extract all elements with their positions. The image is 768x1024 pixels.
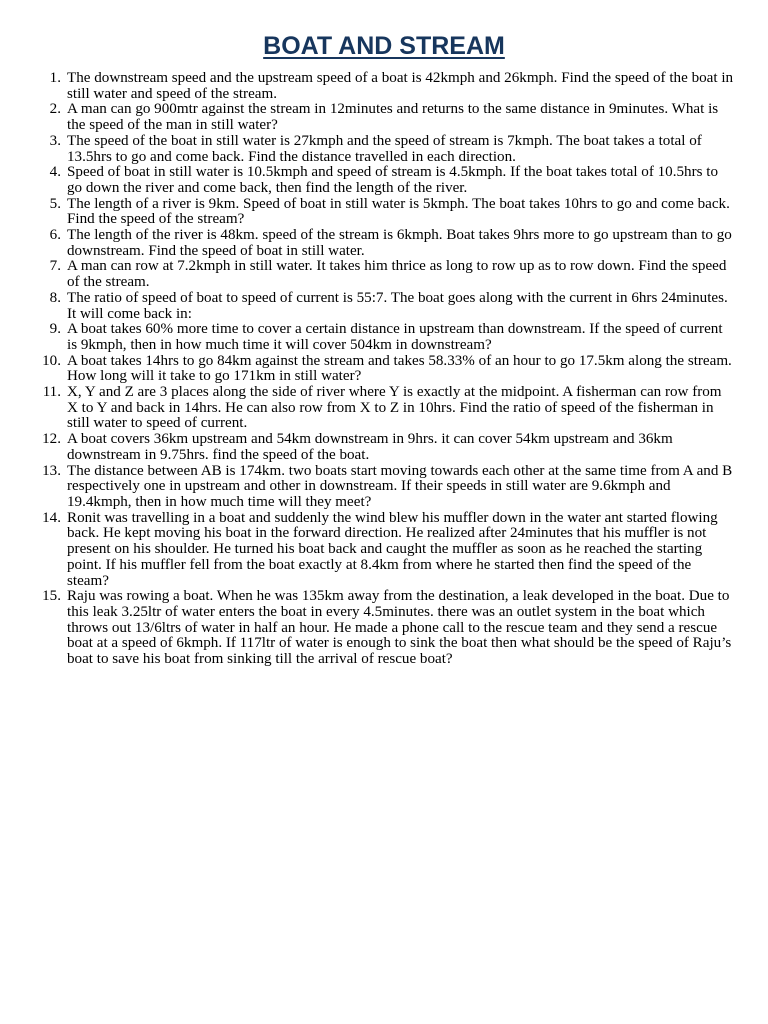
question-item-8	[36, 291, 736, 322]
question-text: Speed of boat in still water is 10.5kmph and speed of stream is 4.5kmph. If the boat takes total of 10.5hrs to go down the river and come back, then find the length of the river.	[67, 164, 719, 196]
question-number: 7.	[49, 258, 61, 275]
question-number: 4.	[49, 164, 61, 181]
question-text: A boat takes 60% more time to cover a certain distance in upstream than downstream. If the speed of current is 9kmph, then in how much time it will cover 504km in downstream?	[67, 321, 723, 353]
question-text: The ratio of speed of boat to speed of current is 55:7. The boat goes along with the current in 6hrs 24minutes. It will come back in:	[67, 289, 728, 322]
question-number: 6.	[49, 227, 61, 244]
question-text: Raju was rowing a boat. When he was 135km away from the destination, a leak developed in the boat. Due to this leak 3.25ltr of water enters the boat in every 4.5minutes. there was an outlet system in the boat which throws out 13/6ltrs of water in half an hour. He made a phone call to the rescue team and they send a rescue boat at a speed of 6kmph. If 117ltr of water is enough to sink the boat then what should be the speed of Raju’s boat to save his boat from sinking till the arrival of rescue boat?	[67, 588, 732, 668]
question-list	[36, 71, 736, 668]
question-item-3	[36, 134, 736, 165]
question-item-9	[36, 322, 736, 353]
question-number: 10.	[42, 352, 61, 369]
question-number: 5.	[49, 195, 61, 212]
question-item-7	[36, 259, 736, 290]
question-number: 8.	[49, 289, 61, 306]
question-item-6	[36, 228, 736, 259]
question-text: X, Y and Z are 3 places along the side of river where Y is exactly at the midpoint. A fisherman can row from X to Y and back in 14hrs. He can also row from X to Z in 10hrs. Find the ratio of speed of the fisherman in still water to speed of current.	[67, 384, 722, 432]
question-text: A man can row at 7.2kmph in still water. It takes him thrice as long to row up as to row down. Find the speed of the stream.	[67, 258, 727, 291]
question-text: A boat covers 36km upstream and 54km downstream in 9hrs. it can cover 54km upstream and 36km downstream in 9.75hrs. find the speed of the boat.	[67, 431, 673, 463]
question-text: The speed of the boat in still water is 27kmph and the speed of stream is 7kmph. The boat takes a total of 13.5hrs to go and come back. Find the distance travelled in each direction.	[67, 132, 702, 165]
question-item-15	[36, 589, 736, 668]
question-number: 3.	[49, 132, 61, 149]
question-number: 2.	[49, 101, 61, 118]
question-text: The length of a river is 9km. Speed of boat in still water is 5kmph. The boat takes 10hrs to go and come back. Find the speed of the stream?	[67, 195, 730, 228]
question-text: The distance between AB is 174km. two boats start moving towards each other at the same time from A and B respectively one in upstream and other in downstream. If their speeds in still water are 9.6kmph and 19.4kmph, then in how much time will they meet?	[67, 462, 733, 510]
question-item-14	[36, 511, 736, 590]
question-number: 12.	[42, 431, 61, 448]
question-item-1	[36, 71, 736, 102]
question-text: The length of the river is 48km. speed of the stream is 6kmph. Boat takes 9hrs more to go upstream than to go downstream. Find the speed of boat in still water.	[67, 227, 732, 259]
question-number: 15.	[42, 588, 61, 605]
question-text: A boat takes 14hrs to go 84km against the stream and takes 58.33% of an hour to go 17.5km along the stream. How long will it take to go 171km in still water?	[67, 352, 732, 385]
page-title-text: BOAT AND STREAM	[263, 32, 505, 60]
question-text: Ronit was travelling in a boat and suddenly the wind blew his muffler down in the water ant started flowing back. He kept moving his boat in the forward direction. He realized after 24minutes that his muffler is not present on his shoulder. He turned his boat back and caught the muffler as soon as he reached the starting point. If his muffler fell from the boat exactly at 8.4km from where he started then find the speed of the steam?	[67, 509, 718, 589]
question-item-5	[36, 197, 736, 228]
question-item-10	[36, 354, 736, 385]
question-number: 1.	[49, 70, 61, 86]
question-item-13	[36, 464, 736, 511]
question-item-11	[36, 385, 736, 432]
question-text: A man can go 900mtr against the stream in 12minutes and returns to the same distance in 9minutes. What is the speed of the man in still water?	[67, 101, 719, 134]
question-number: 11.	[42, 384, 61, 401]
question-item-2	[36, 102, 736, 133]
question-number: 13.	[42, 462, 61, 479]
page-title	[0, 31, 768, 61]
question-item-4	[36, 165, 736, 196]
question-text: The downstream speed and the upstream speed of a boat is 42kmph and 26kmph. Find the speed of the boat in still water and speed of the stream.	[67, 70, 734, 102]
question-item-12	[36, 432, 736, 463]
question-number: 14.	[42, 509, 61, 526]
question-number: 9.	[49, 321, 61, 338]
